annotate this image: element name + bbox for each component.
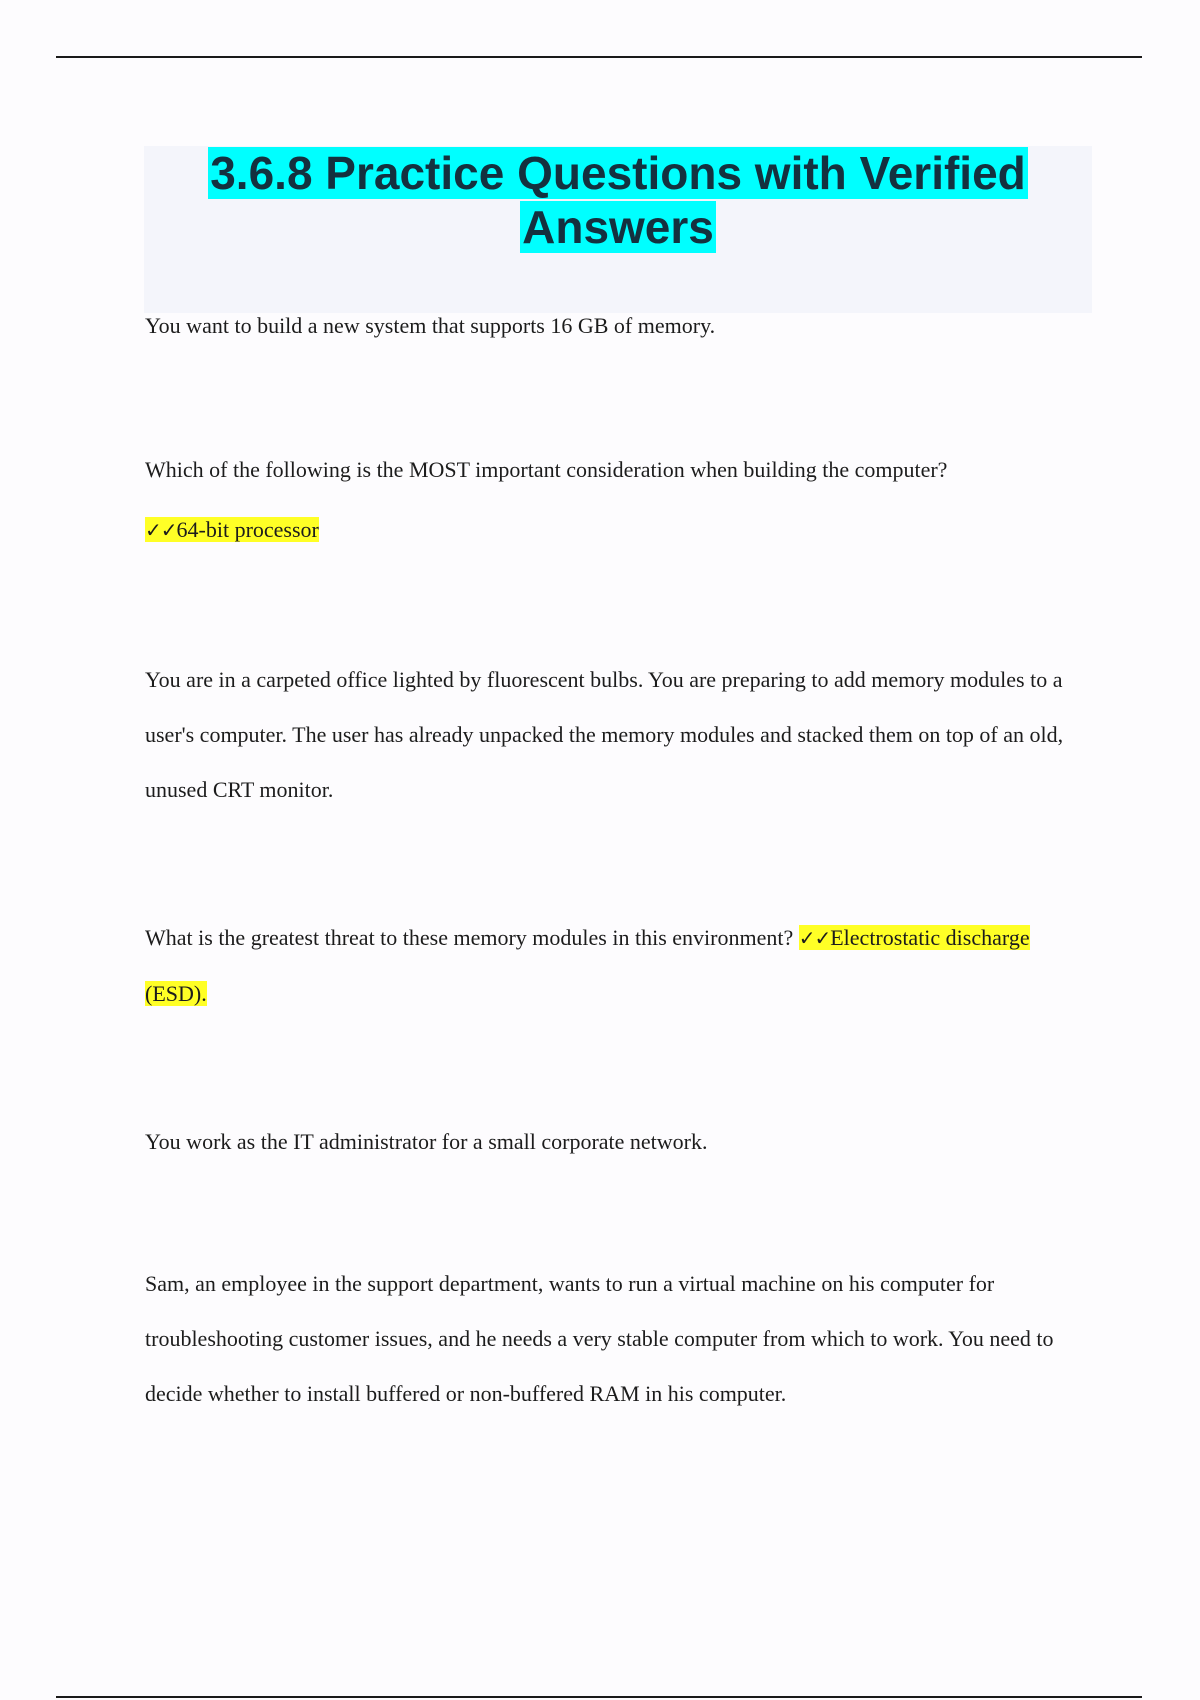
question-2-prompt: You are in a carpeted office lighted by fluorescent bulbs. You are preparing to add memory modules to a user's computer. The user has already unpacked the memory modules and stacked them on top of an old, unused CRT monitor. [145,667,1064,802]
title-highlight: 3.6.8 Practice Questions with Verified Answers [210,147,1026,253]
header-rule [56,56,1142,58]
check-icon: ✓✓ [798,926,831,950]
answer-highlight: ✓✓64-bit processor [145,517,319,542]
question-1-answer [145,502,1085,558]
document-title [144,146,1092,254]
question-2-question: What is the greatest threat to these memory modules in this environment? ✓✓Electrostatic discharge (ESD). [145,925,1030,1006]
check-icon: ✓✓ [145,518,177,542]
question-3-question: Sam, an employee in the support department, wants to run a virtual machine on his computer for troubleshooting customer issues, and he needs a very stable computer from which to work. You need to decide whether to install buffered or non-buffered RAM in his computer. [145,1271,1054,1406]
answer-highlight: ✓✓Electrostatic discharge (ESD). [145,925,1030,1006]
question-1-prompt: You want to build a new system that supports 16 GB of memory. [145,313,716,338]
question-1-question: Which of the following is the MOST important consideration when building the computer? [145,457,948,482]
footer-rule [56,1696,1142,1698]
question-3-prompt: You work as the IT administrator for a small corporate network. [145,1129,708,1154]
